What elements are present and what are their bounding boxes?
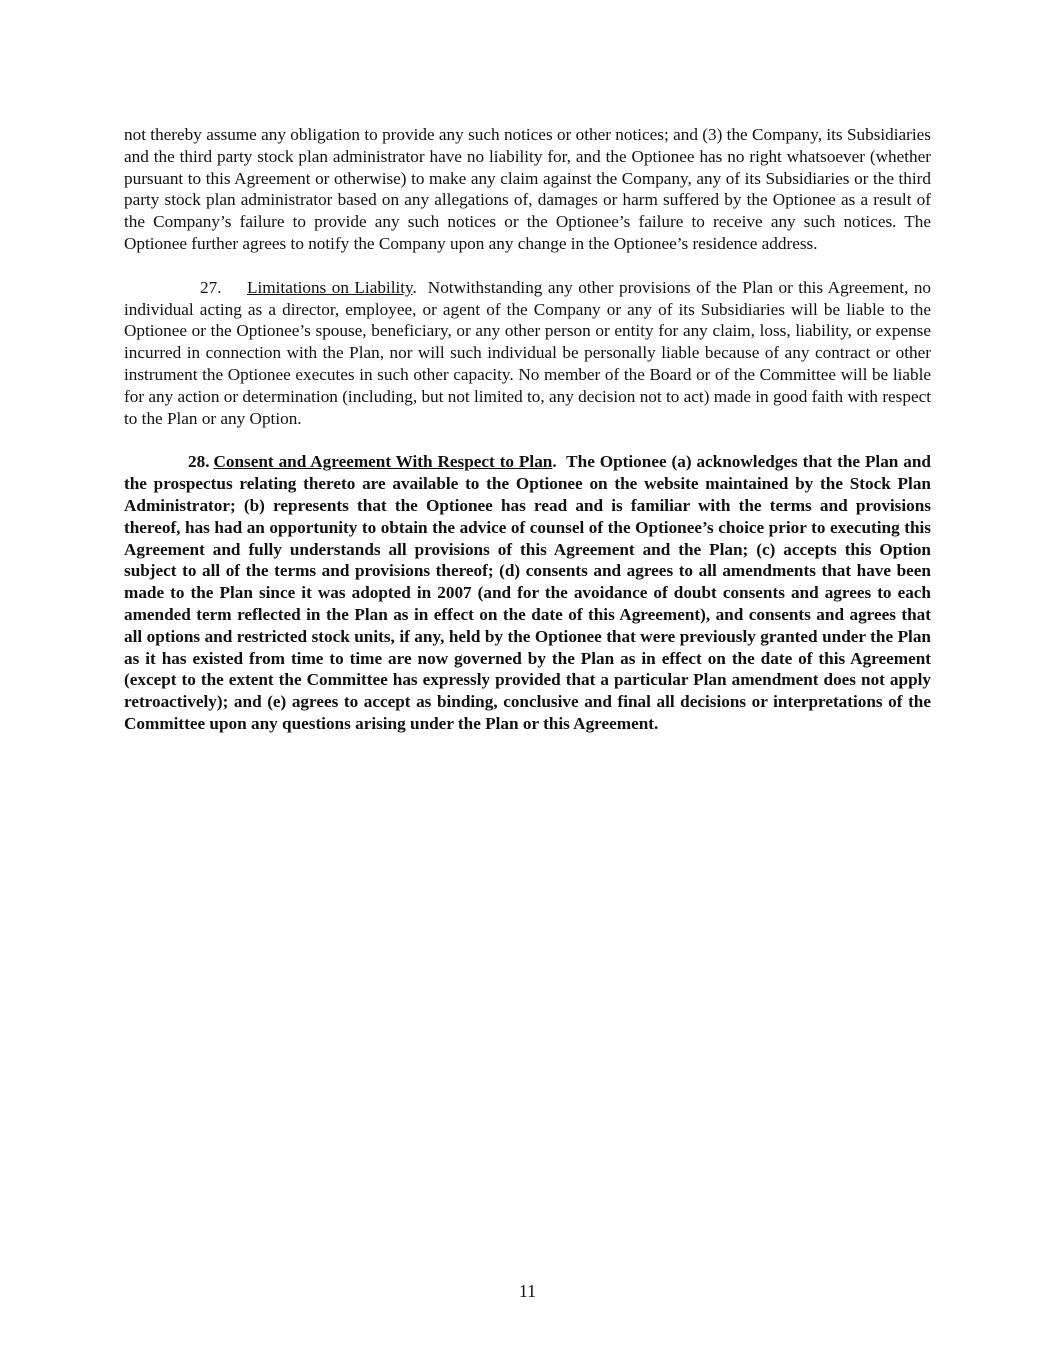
section-28-heading-punct: . [552, 452, 557, 472]
section-27-heading: Limitations on Liability [247, 277, 413, 297]
section-28-body: The Optionee (a) acknowledges that the Plan and the prospectus relating thereto are available to the Optionee on the website maintained by the Stock Plan Administrator; (b) represents that the Optionee has read and is familiar with the terms and provisions thereof, has had an opportunity to obtain the advice of counsel of the Optionee’s choice prior to executing this Agreement and fully understands all provisions of this Agreement and the Plan; (c) accepts this Option subject to all of the terms and provisions thereof; (d) consents and agrees to all amendments that have been made to the Plan since it was adopted in 2007 (and for the avoidance of doubt consents and agrees to each amended term reflected in the Plan as in effect on the date of this Agreement), and consents and agrees that all options and restricted stock units, if any, held by the Optionee that were previously granted under the Plan as it has existed from time to time are now governed by the Plan as in effect on the date of this Agreement (except to the extent the Committee has expressly provided that a particular Plan amendment does not apply retroactively); and (e) agrees to accept as binding, conclusive and final all decisions or interpretations of the Committee upon any questions arising under the Plan or this Agreement. [124, 452, 936, 733]
section-28-paragraph [124, 451, 936, 734]
section-27-heading-punct: . [412, 277, 417, 297]
section-27-body: Notwithstanding any other provisions of the Plan or this Agreement, no individual acting as a director, employee, or agent of the Company or any of its Subsidiaries will be liable to the Optionee or the Optionee’s spouse, beneficiary, or any other person or entity for any claim, loss, liability, or expense incurred in connection with the Plan, nor will such individual be personally liable because of any contract or other instrument the Optionee executes in such other capacity. No member of the Board or of the Committee will be liable for any action or determination (including, but not limited to, any decision not to act) made in good faith with respect to the Plan or any Option. [124, 277, 936, 428]
section-27-paragraph [124, 277, 936, 430]
section-27-number: 27. [200, 277, 222, 297]
paragraph-continuation: not thereby assume any obligation to provide any such notices or other notices; and (3) the Company, its Subsidiaries and the third party stock plan administrator have no liability for, and the Optionee has no right whatsoever (whether pursuant to this Agreement or otherwise) to make any claim against the Company, any of its Subsidiaries or the third party stock plan administrator based on any allegations of, damages or harm suffered by the Optionee as a result of the Company’s failure to provide any such notices or the Optionee’s failure to receive any such notices. The Optionee further agrees to notify the Company upon any change in the Optionee’s residence address. [124, 125, 931, 253]
section-28-heading: Consent and Agreement With Respect to Plan [213, 452, 553, 472]
section-28-number: 28. [188, 452, 210, 472]
page-number: 11 [518, 1281, 537, 1301]
document-page [124, 124, 936, 757]
